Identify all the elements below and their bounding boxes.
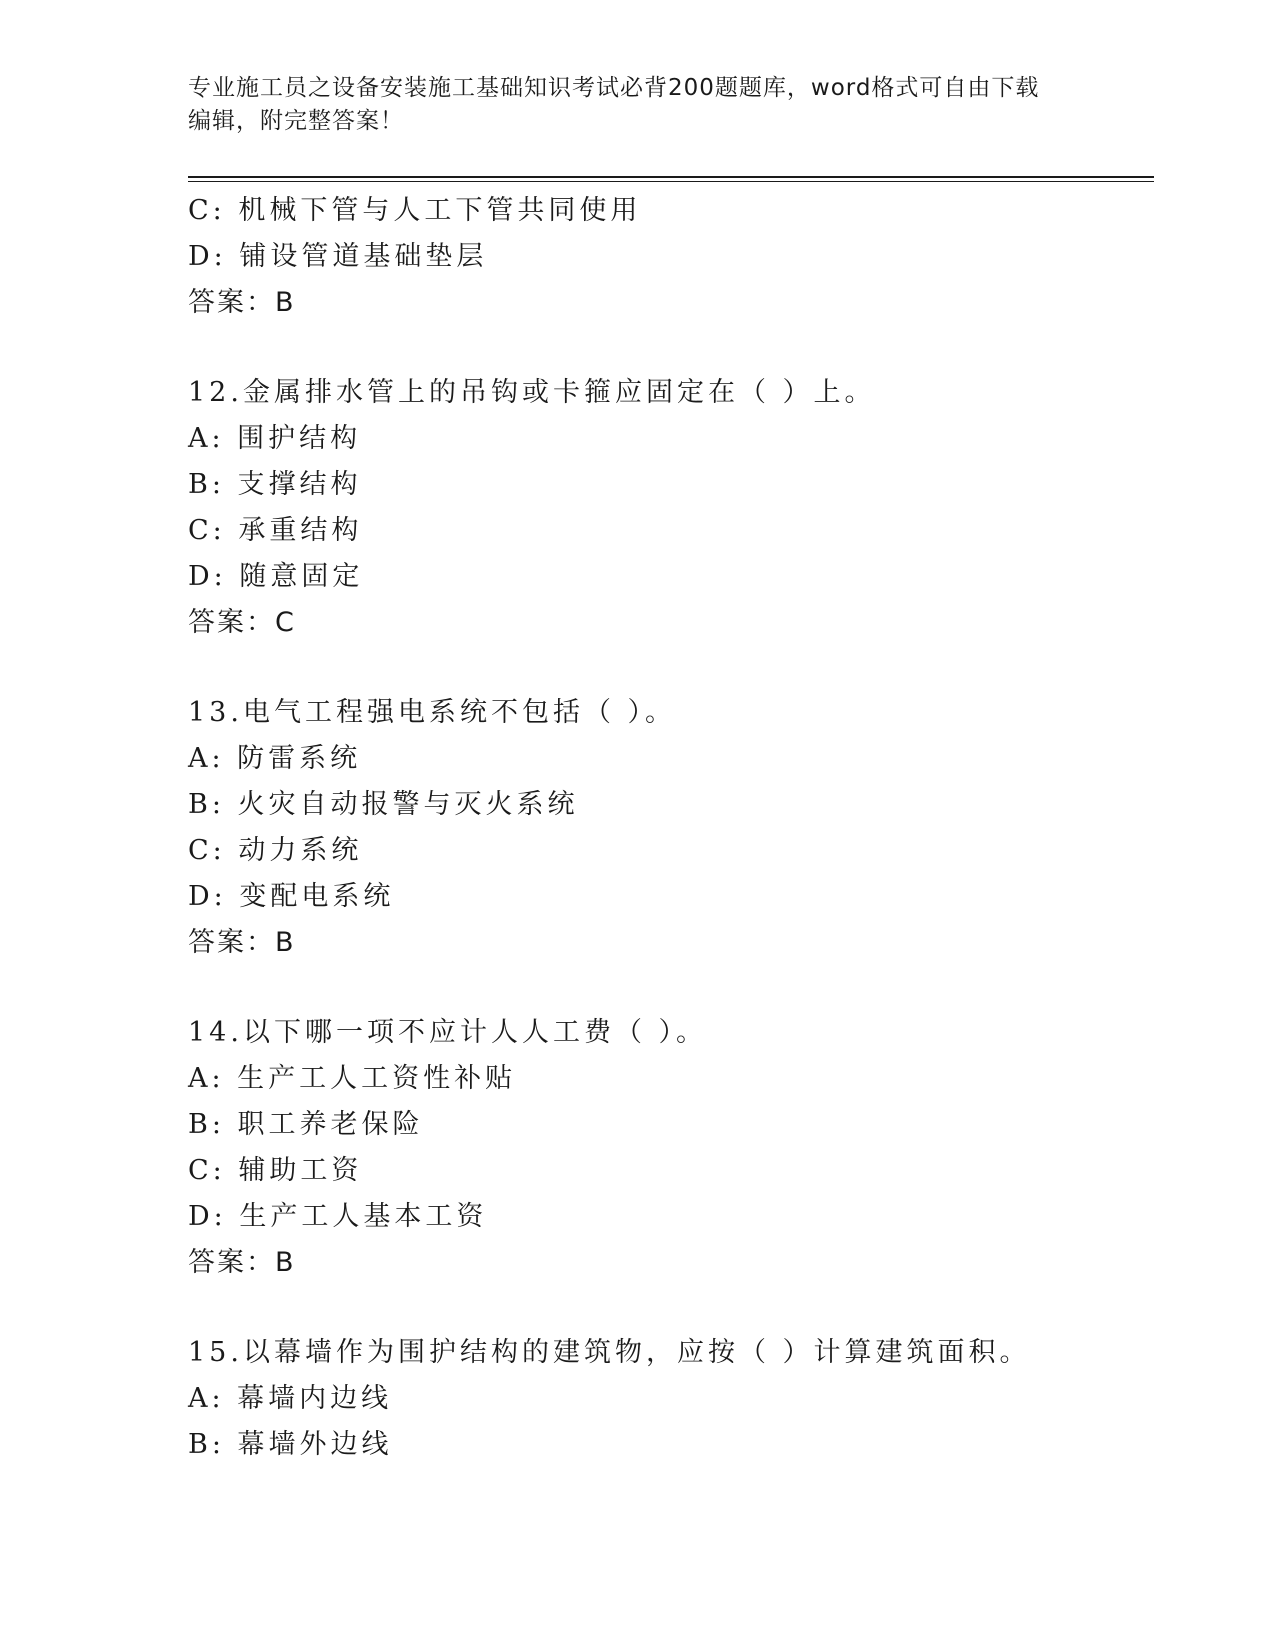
option-c: C: 辅助工资 [188,1155,363,1186]
answer-text: 答案：B [188,927,296,958]
option-a: A: 防雷系统 [188,743,362,774]
header-title-line-1: 专业施工员之设备安装施工基础知识考试必背200题题库，word格式可自由下载 [188,75,1040,101]
option-d: D: 变配电系统 [188,881,395,912]
question-block-14 [188,1010,1168,1286]
question-text: 13.电气工程强电系统不包括（ ）。 [188,697,677,728]
question-text: 15.以幕墙作为围护结构的建筑物，应按（ ）计算建筑面积。 [188,1337,1031,1368]
answer-text: 答案：B [188,287,296,318]
question-block-11 [188,188,1168,326]
question-list [188,188,1168,1468]
header-title-line-2: 编辑，附完整答案！ [188,108,404,134]
option-b: B: 职工养老保险 [188,1109,424,1140]
question-block-12 [188,370,1168,646]
question-block-13 [188,690,1168,966]
option-b: B: 火灾自动报警与灭火系统 [188,789,579,820]
option-d: D: 随意固定 [188,561,364,592]
option-b: B: 支撑结构 [188,469,362,500]
option-a: A: 生产工人工资性补贴 [188,1063,517,1094]
question-block-15 [188,1330,1168,1468]
option-d: D: 铺设管道基础垫层 [188,241,488,272]
question-text: 14.以下哪一项不应计人人工费（ ）。 [188,1017,708,1048]
option-c: C: 动力系统 [188,835,363,866]
answer-text: 答案：C [188,607,296,638]
question-text: 12.金属排水管上的吊钩或卡箍应固定在（ ）上。 [188,377,876,408]
option-a: A: 幕墙内边线 [188,1383,393,1414]
header-divider-thin [188,181,1154,182]
answer-text: 答案：B [188,1247,296,1278]
option-b: B: 幕墙外边线 [188,1429,393,1460]
option-a: A: 围护结构 [188,423,362,454]
header-divider-thick [188,176,1154,178]
option-d: D: 生产工人基本工资 [188,1201,488,1232]
option-c: C: 机械下管与人工下管共同使用 [188,195,642,226]
option-c: C: 承重结构 [188,515,363,546]
document-header [188,72,1088,138]
